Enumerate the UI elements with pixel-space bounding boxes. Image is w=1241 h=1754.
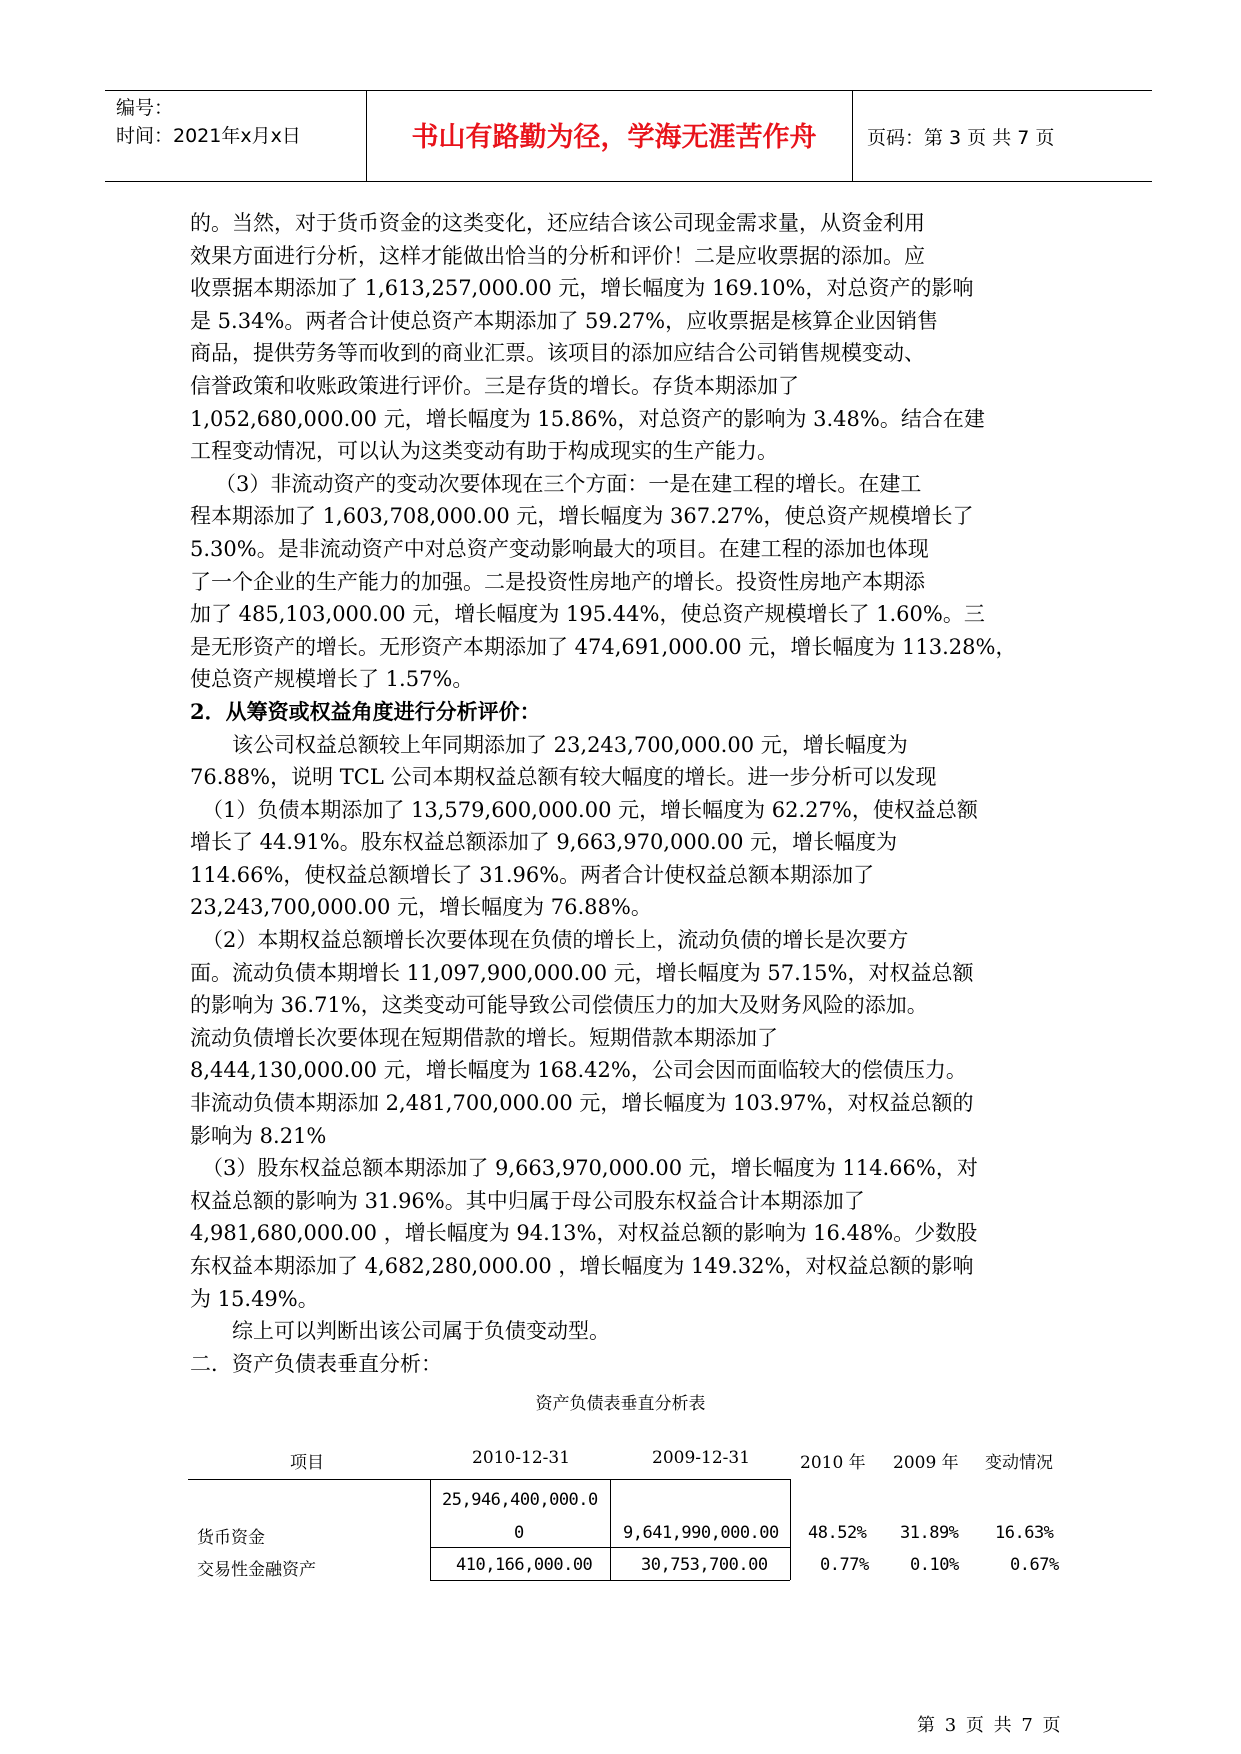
table-header-pct-2010: 2010 年 xyxy=(800,1453,866,1473)
body-line: 面。流动负债本期增长 11,097,900,000.00 元，增长幅度为 57.15%，对权益总额 xyxy=(190,960,974,985)
body-line: 的。当然，对于货币资金的这类变化，还应结合该公司现金需求量，从资金利用 xyxy=(190,211,925,235)
table-header-2010: 2010-12-31 xyxy=(472,1448,571,1468)
header-bottom-rule xyxy=(105,181,1152,182)
body-line: 4,981,680,000.00 ，增长幅度为 94.13%，对权益总额的影响为 16.48%。少数股 xyxy=(190,1221,978,1246)
table-cell-pct-2010: 0.77% xyxy=(820,1555,869,1575)
table-cell-2010: 25,946,400,000.0 xyxy=(442,1490,598,1510)
table-rule-top xyxy=(188,1479,790,1480)
table-col-line xyxy=(790,1479,791,1580)
body-line: 该公司权益总额较上年同期添加了 23,243,700,000.00 元，增长幅度为 xyxy=(232,732,908,757)
table-cell-2010-wrap: 0 xyxy=(514,1523,524,1543)
header-meta xyxy=(116,94,301,150)
table-cell-change: 0.67% xyxy=(1010,1555,1059,1575)
body-line: 是 5.34%。两者合计使总资产本期添加了 59.27%，应收票据是核算企业因销售 xyxy=(190,308,939,333)
body-line: 商品，提供劳务等而收到的商业汇票。该项目的添加应结合公司销售规模变动、 xyxy=(190,341,925,366)
header-number-label: 编号： xyxy=(116,97,174,119)
table-rule-bottom xyxy=(430,1580,790,1581)
body-line: 工程变动情况，可以认为这类变动有助于构成现实的生产能力。 xyxy=(190,439,778,464)
body-line: 权益总额的影响为 31.96%。其中归属于母公司股东权益合计本期添加了 xyxy=(190,1188,865,1213)
body-line: 是无形资产的增长。无形资产本期添加了 474,691,000.00 元，增长幅度为 113.28%， xyxy=(190,634,1017,659)
body-line: 收票据本期添加了 1,613,257,000.00 元，增长幅度为 169.10%，对总资产的影响 xyxy=(190,276,974,301)
header-page-label: 页码：第 3 页 共 7 页 xyxy=(867,127,1055,149)
table-cell-2009: 9,641,990,000.00 xyxy=(623,1523,779,1543)
body-line: 了一个企业的生产能力的加强。二是投资性房地产的增长。投资性房地产本期添 xyxy=(190,569,925,594)
body-line: （3）股东权益总额本期添加了 9,663,970,000.00 元，增长幅度为 114.66%，对 xyxy=(202,1156,978,1181)
header-top-rule xyxy=(105,90,1152,91)
document-body xyxy=(190,207,1050,1380)
table-col-line xyxy=(430,1479,431,1580)
table-cell-item: 交易性金融资产 xyxy=(197,1560,316,1580)
body-line: （1）负债本期添加了 13,579,600,000.00 元，增长幅度为 62.27%，使权益总额 xyxy=(202,797,978,822)
header-motto: 书山有路勤为径，学海无涯苦作舟 xyxy=(411,122,817,153)
body-line: （2）本期权益总额增长次要体现在负债的增长上，流动负债的增长是次要方 xyxy=(202,928,909,953)
body-line: 使总资产规模增长了 1.57%。 xyxy=(190,667,474,692)
body-line: 程本期添加了 1,603,708,000.00 元，增长幅度为 367.27%，使总资产规模增长了 xyxy=(190,504,974,529)
table-cell-2010: 410,166,000.00 xyxy=(456,1555,593,1575)
table-cell-item: 货币资金 xyxy=(197,1528,265,1548)
body-line: 流动负债增长次要体现在短期借款的增长。短期借款本期添加了 xyxy=(190,1025,778,1050)
table-cell-pct-2010: 48.52% xyxy=(808,1523,867,1543)
header-time-label: 时间：2021年x月x日 xyxy=(116,125,301,147)
table-header-pct-2009: 2009 年 xyxy=(893,1453,959,1473)
body-line: 非流动负债本期添加 2,481,700,000.00 元，增长幅度为 103.97%，对权益总额的 xyxy=(190,1091,974,1116)
body-line: 5.30%。是非流动资产中对总资产变动影响最大的项目。在建工程的添加也体现 xyxy=(190,536,929,561)
body-line: 综上可以判断出该公司属于负债变动型。 xyxy=(232,1319,610,1344)
header-divider-left xyxy=(366,90,367,181)
table-header-change: 变动情况 xyxy=(985,1453,1053,1473)
page-footer: 第 3 页 共 7 页 xyxy=(917,1715,1061,1736)
table-cell-pct-2009: 0.10% xyxy=(910,1555,959,1575)
body-line: 114.66%，使权益总额增长了 31.96%。两者合计使权益总额本期添加了 xyxy=(190,862,875,887)
section-heading: 2．从筹资或权益角度进行分析评价： xyxy=(190,698,541,724)
body-line: 二．资产负债表垂直分析： xyxy=(190,1351,442,1376)
body-line: 增长了 44.91%。股东权益总额添加了 9,663,970,000.00 元，增长幅度为 xyxy=(190,830,898,855)
table-header-2009: 2009-12-31 xyxy=(652,1448,751,1468)
body-line: （3）非流动资产的变动次要体现在三个方面：一是在建工程的增长。在建工 xyxy=(215,471,922,496)
table-cell-pct-2009: 31.89% xyxy=(900,1523,959,1543)
body-line: 效果方面进行分析，这样才能做出恰当的分析和评价！二是应收票据的添加。应 xyxy=(190,243,925,268)
table-col-line xyxy=(610,1479,611,1580)
table-caption: 资产负债表垂直分析表 xyxy=(535,1394,706,1414)
body-line: 8,444,130,000.00 元，增长幅度为 168.42%，公司会因而面临较大的偿债压力。 xyxy=(190,1058,967,1083)
table-cell-2009: 30,753,700.00 xyxy=(641,1555,768,1575)
body-line: 东权益本期添加了 4,682,280,000.00 ，增长幅度为 149.32%，对权益总额的影响 xyxy=(190,1254,974,1278)
body-line: 影响为 8.21% xyxy=(190,1123,327,1148)
body-line: 23,243,700,000.00 元，增长幅度为 76.88%。 xyxy=(190,895,652,920)
body-line: 的影响为 36.71%，这类变动可能导致公司偿债压力的加大及财务风险的添加。 xyxy=(190,993,928,1018)
table-cell-change: 16.63% xyxy=(995,1523,1054,1543)
body-line: 76.88%，说明 TCL 公司本期权益总额有较大幅度的增长。进一步分析可以发现 xyxy=(190,765,937,790)
body-line: 信誉政策和收账政策进行评价。三是存货的增长。存货本期添加了 xyxy=(190,373,799,398)
body-line: 为 15.49%。 xyxy=(190,1286,319,1311)
body-line: 加了 485,103,000.00 元，增长幅度为 195.44%，使总资产规模增长了 1.60%。三 xyxy=(190,602,985,627)
body-line: 1,052,680,000.00 元，增长幅度为 15.86%，对总资产的影响为 3.48%。结合在建 xyxy=(190,406,985,431)
table-header-item: 项目 xyxy=(290,1453,324,1473)
